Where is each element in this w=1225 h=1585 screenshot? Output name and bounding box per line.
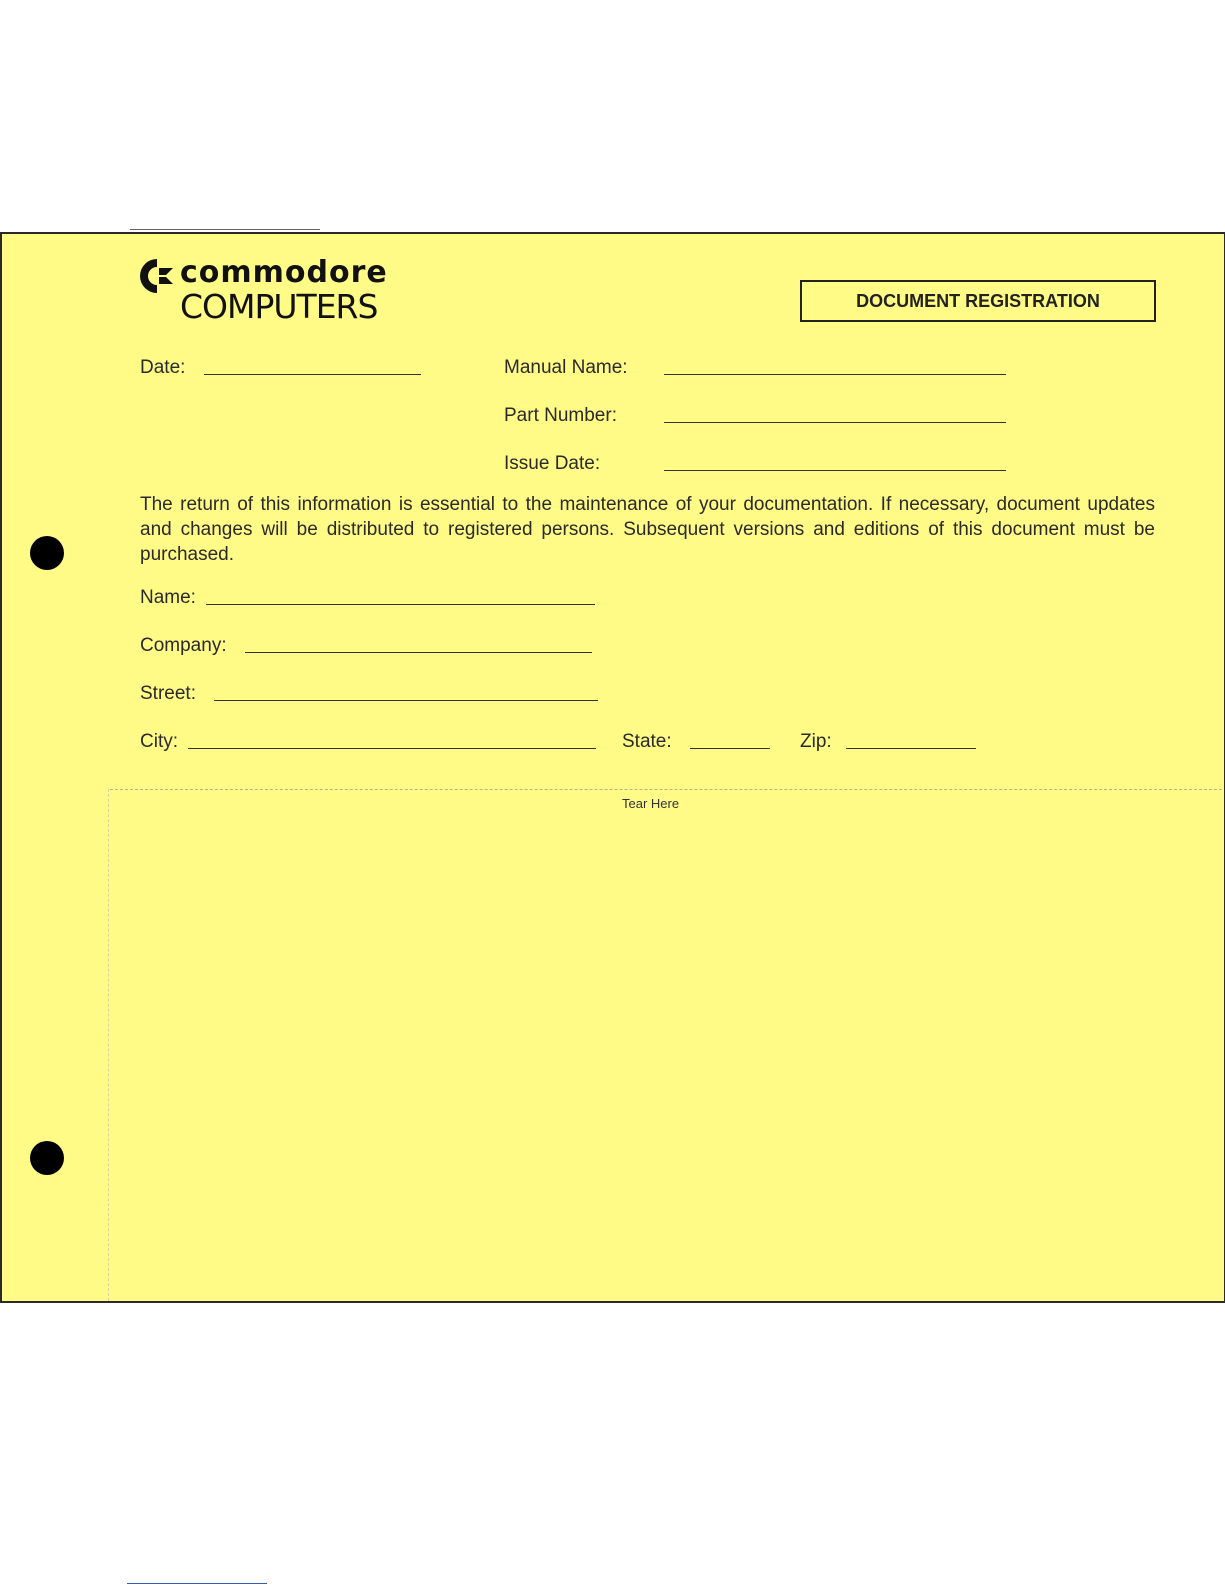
company-label: Company: — [140, 635, 227, 656]
state-label: State: — [622, 731, 672, 752]
company-field[interactable] — [245, 652, 592, 653]
zip-label: Zip: — [800, 731, 832, 752]
document-title-box: DOCUMENT REGISTRATION — [800, 280, 1156, 322]
binder-hole-bottom — [30, 1141, 64, 1175]
part-number-label: Part Number: — [504, 405, 617, 426]
tear-line-vertical — [108, 789, 109, 1301]
bottom-edge-rule — [127, 1583, 267, 1584]
commodore-chicken-head-icon — [140, 257, 174, 295]
notice-paragraph: The return of this information is essential to the maintenance of your documentation. If necessary, document updates and changes will be distributed to registered persons. Subsequent versions and editions of this document must be purchased. — [140, 494, 1155, 565]
top-edge-rule — [130, 229, 320, 230]
tear-here-label: Tear Here — [622, 796, 680, 811]
state-field[interactable] — [690, 748, 770, 749]
date-field[interactable] — [204, 374, 421, 375]
manual-name-label: Manual Name: — [504, 357, 628, 378]
commodore-logo — [140, 257, 440, 337]
street-field[interactable] — [214, 700, 598, 701]
name-label: Name: — [140, 587, 196, 608]
logo-brand-text: commodore — [180, 255, 388, 290]
issue-date-label: Issue Date: — [504, 453, 601, 474]
part-number-field[interactable] — [664, 422, 1006, 423]
city-field[interactable] — [188, 748, 596, 749]
date-label: Date: — [140, 357, 186, 378]
binder-hole-top — [30, 536, 64, 570]
issue-date-field[interactable] — [664, 470, 1006, 471]
tear-line — [110, 789, 1222, 790]
name-field[interactable] — [206, 604, 595, 605]
zip-field[interactable] — [846, 748, 976, 749]
manual-name-field[interactable] — [664, 374, 1006, 375]
logo-sub-text: COMPUTERS — [180, 287, 378, 326]
city-label: City: — [140, 731, 178, 752]
street-label: Street: — [140, 683, 196, 704]
registration-card-lower — [0, 651, 1225, 1303]
